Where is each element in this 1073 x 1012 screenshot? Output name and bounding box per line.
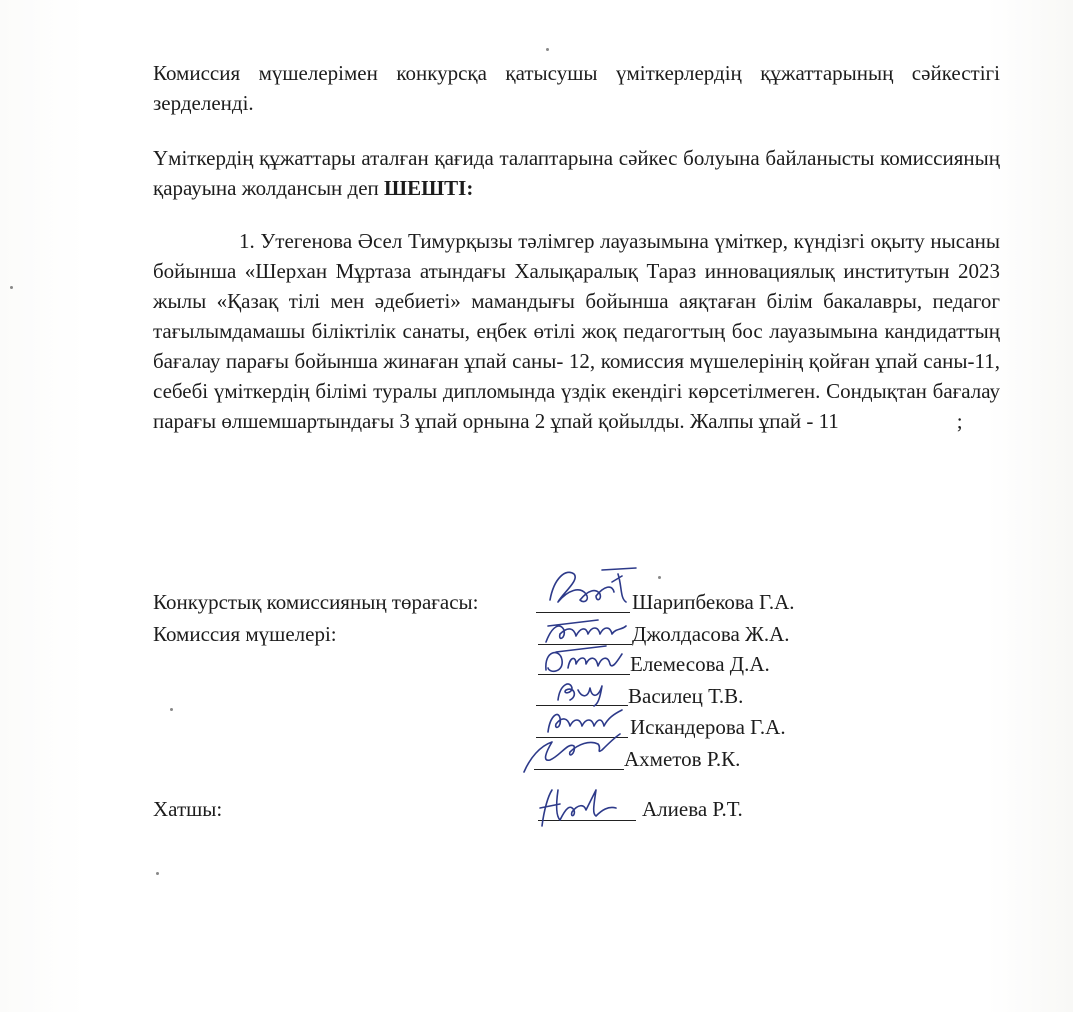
- scan-speck: [546, 48, 549, 51]
- member-5-name: Ахметов Р.К.: [624, 747, 741, 771]
- member-1-name: Джолдасова Ж.А.: [632, 622, 790, 646]
- scan-speck: [658, 576, 661, 579]
- member-2-name: Елемесова Д.А.: [630, 652, 770, 676]
- members-label: Комиссия мүшелері:: [153, 622, 337, 646]
- secretary-label: Хатшы:: [153, 797, 223, 821]
- paragraph-decision: [153, 143, 1000, 203]
- candidate-item-text: Утегенова Әсел Тимурқызы тәлімгер лауазымына үміткер, күндізгі оқыту нысаны бойынша «Шерхан Мұртаза атындағы Халықаралық Тараз инновациялық институтын 2023 жылы «Қазақ тілі мен әдебиеті» мамандығы бойынша аяқтаған білім бакалавры, педагог тағылымдамашы біліктілік санаты, еңбек өтілі жоқ педагогтың бос лауазымына кандидаттың бағалау парағы бойынша жинаған ұпай саны- 12, комиссия мүшелерінің қойған ұпай саны-11, себебі үміткердің білімі туралы дипломында үздік екендігі көрсетілмеген. Сондықтан бағалау парағы өлшемшартындағы 3 ұпай орнына 2 ұпай қойылды. Жалпы ұпай - 11: [153, 229, 1000, 433]
- secretary-name: Алиева Р.Т.: [642, 797, 743, 821]
- member-3-name: Василец Т.В.: [628, 684, 744, 708]
- signature-member-5-scribble: [516, 728, 626, 776]
- paragraph-review-text: Комиссия мүшелерімен конкурсқа қатысушы үміткерлердің құжаттарының сәйкестігі зерделенді.: [153, 61, 1000, 115]
- scan-speck: [10, 286, 13, 289]
- scan-speck: [170, 708, 173, 711]
- paragraph-decision-text: Үміткердің құжаттары аталған қағида талаптарына сәйкес болуына байланысты комиссияның қарауына жолдансын деп: [153, 146, 1000, 200]
- paragraph-review: [153, 58, 1000, 118]
- chair-label: Конкурстық комиссияның төрағасы:: [153, 590, 479, 614]
- candidate-item: [153, 226, 1000, 436]
- chair-name: Шарипбекова Г.А.: [632, 590, 795, 614]
- candidate-item-tail: ;: [956, 409, 963, 433]
- candidate-item-number: 1.: [239, 229, 255, 253]
- decision-keyword: ШЕШТІ:: [384, 176, 474, 200]
- member-4-name: Искандерова Г.А.: [630, 715, 786, 739]
- scan-speck: [156, 872, 159, 875]
- signature-secretary-scribble: [530, 780, 630, 830]
